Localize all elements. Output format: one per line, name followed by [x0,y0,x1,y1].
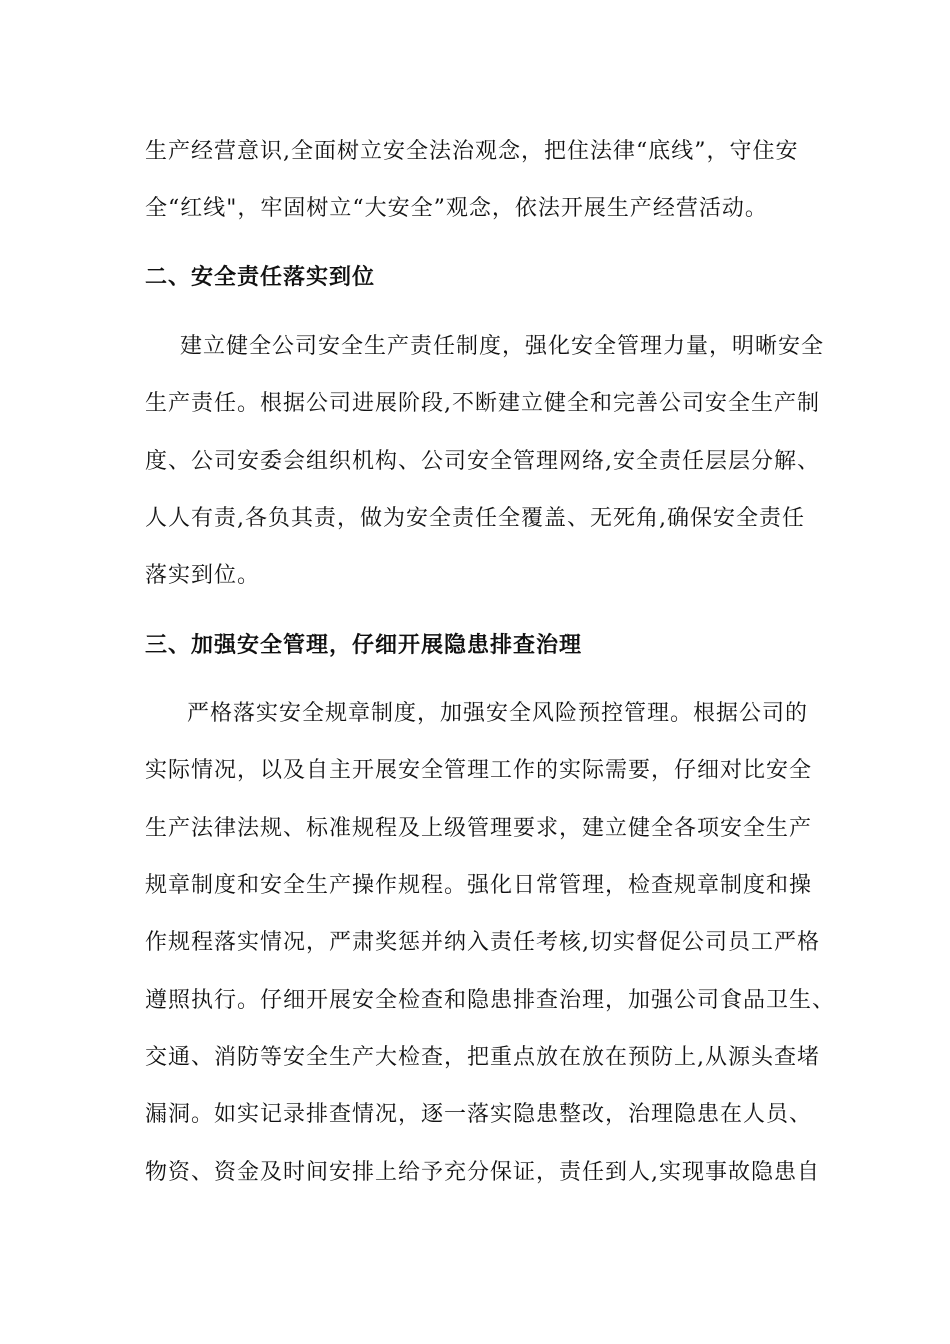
paragraph-line: 人人有责,各负其责，做为安全责任全覆盖、无死角,确保安全责任 [145,506,805,531]
paragraph-line: 生产经营意识,全面树立安全法治观念，把住法律“底线”，守住安 [145,139,799,164]
paragraph-line: 交通、消防等安全生产大检查，把重点放在放在预防上,从源头查堵 [145,1045,820,1070]
section-heading-3: 三、加强安全管理，仔细开展隐患排查治理 [145,633,583,658]
paragraph-line: 度、公司安委会组织机构、公司安全管理网络,安全责任层层分解、 [145,449,820,474]
section-heading-2: 二、安全责任落实到位 [145,265,376,290]
paragraph-line: 全“红线"，牢固树立“大安全”观念，依法开展生产经营活动。 [145,196,768,221]
paragraph-line: 遵照执行。仔细开展安全检查和隐患排查治理，加强公司食品卫生、 [145,988,836,1013]
paragraph-line: 生产责任。根据公司进展阶段,不断建立健全和完善公司安全生产制 [145,391,820,416]
paragraph-line: 建立健全公司安全生产责任制度，强化安全管理力量，明晰安全 [180,334,825,359]
paragraph-line: 规章制度和安全生产操作规程。强化日常管理，检查规章制度和操 [145,873,813,898]
paragraph-line: 实际情况，以及自主开展安全管理工作的实际需要，仔细对比安全 [145,758,813,783]
paragraph-line: 落实到位。 [145,563,261,588]
paragraph-line: 生产法律法规、标准规程及上级管理要求，建立健全各项安全生产 [145,816,813,841]
paragraph-line: 物资、资金及时间安排上给予充分保证，责任到人,实现事故隐患自 [145,1160,820,1185]
paragraph-line: 作规程落实情况，严肃奖惩并纳入责任考核,切实督促公司员工严格 [145,930,820,955]
paragraph-line: 漏洞。如实记录排查情况，逐一落实隐患整改，治理隐患在人员、 [145,1102,813,1127]
paragraph-line: 严格落实安全规章制度，加强安全风险预控管理。根据公司的 [187,701,809,726]
